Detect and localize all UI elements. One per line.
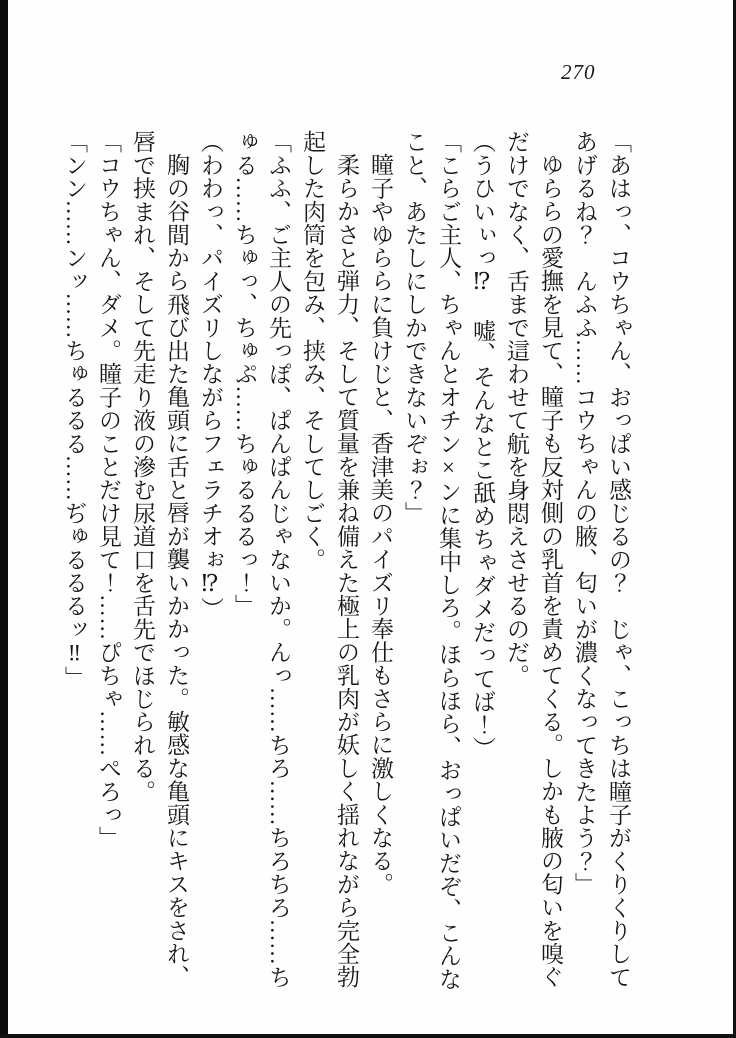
paragraph: 「ふふ、ご主人の先っぽ、ぱんぱんじゃないか。んっ……ちろ……ちろちろ……ちゅる……ちゅっ、ちゅぷ……ちゅるるるっ！」 [232,130,291,989]
page-number: 270 [561,60,596,84]
paragraph: 「コウちゃん、ダメ。瞳子のことだけ見て！……ぴちゃ……ぺろっ」 [96,130,121,850]
paragraph: 「ンン……ンッ……ちゅるるる……ぢゅるるるッ‼」 [62,130,87,689]
paragraph: 胸の谷間から飛び出た亀頭に舌と唇が襲いかかった。敏感な亀頭にキスをされ、唇で挟まれ、そして先走り液の滲む尿道口を舌先でほじられる。 [130,130,189,989]
paragraph: 瞳子やゆららに負けじと、香津美のパイズリ奉仕もさらに激しくなる。 [368,153,393,896]
paragraph: ゆららの愛撫を見て、瞳子も反対側の乳首を責めてくる。しかも腋の匂いを嗅ぐだけでなく、舌まで這わせて航を身悶えさせるのだ。 [504,130,563,989]
novel-text-block [57,130,635,1010]
paragraph: 「こらご主人、ちゃんとオチン×ンに集中しろ。ほらほら、おっぱいだぞ、こんなこと、あたしにしかできないぞぉ？」 [402,130,461,991]
scan-border-bottom [0,1034,736,1038]
paragraph: 柔らかさと弾力、そして質量を兼ね備えた極上の乳肉が妖しく揺れながら完全勃起した肉筒を包み、挟み、そしてしごく。 [300,130,359,989]
scan-border-left [0,0,8,1038]
paragraph: 「あはっ、コウちゃん、おっぱい感じるの？ じゃ、こっちは瞳子がくりくりしてあげるね？ んふふ……コウちゃんの腋、匂いが濃くなってきたよう？」 [572,130,631,989]
paragraph: （わわっ、パイズリしながらフェラチオぉ⁉） [198,130,223,621]
paragraph: （うひいぃっ⁉ 嘘、そんなとこ舐めちゃダメだってば！） [470,130,495,760]
